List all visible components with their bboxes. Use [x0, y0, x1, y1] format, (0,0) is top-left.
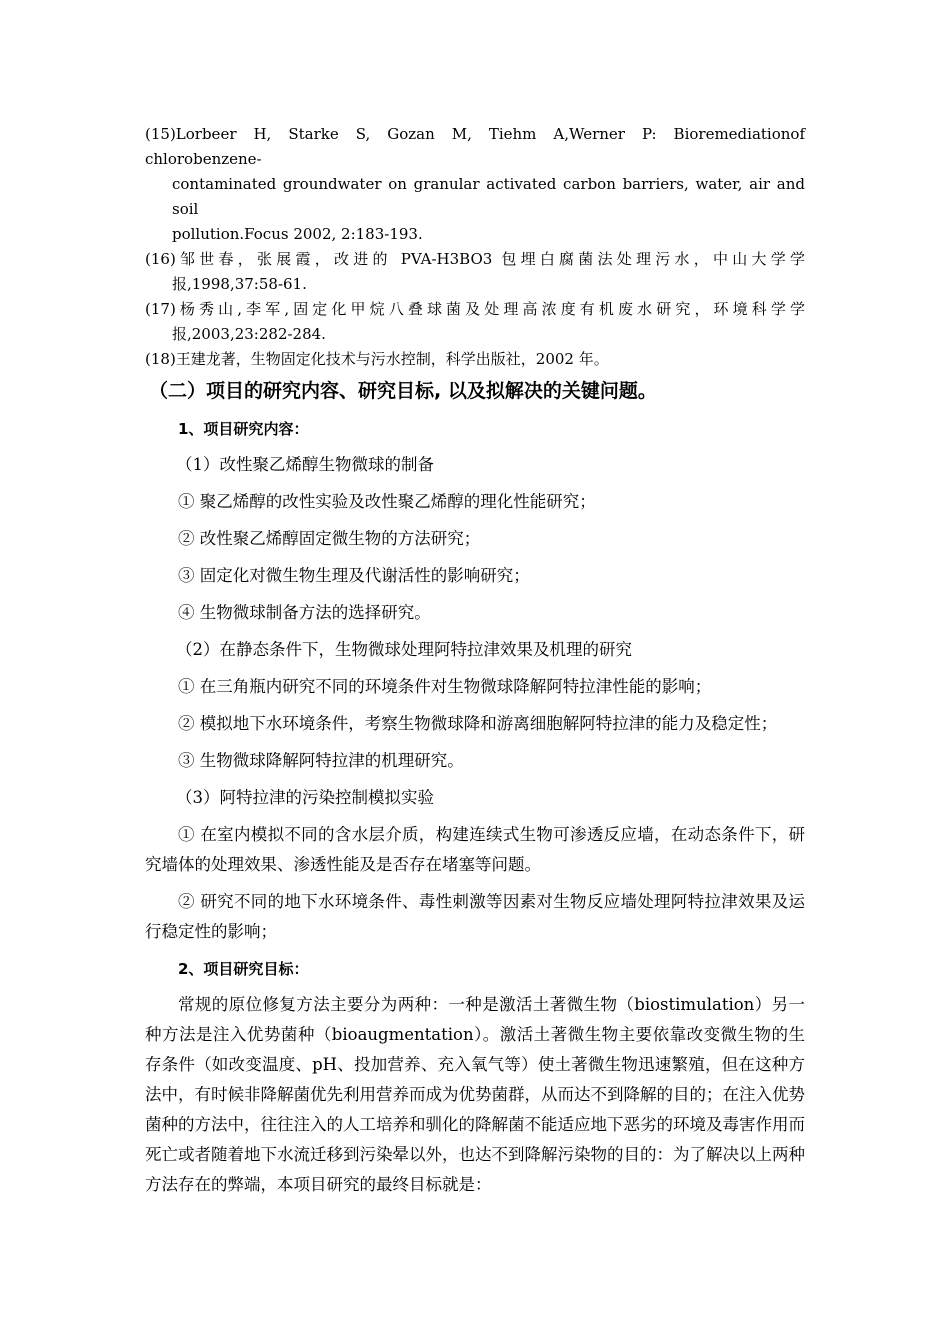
list-item: ③ 固定化对微生物生理及代谢活性的影响研究； — [178, 566, 530, 585]
section-title: （二）项目的研究内容、研究目标, 以及拟解决的关键问题。 — [149, 380, 657, 402]
reference-text: 邹世春，张展霞，改进的 PVA-H3BO3 包埋白腐菌法处理污水，中山大学学 — [175, 250, 805, 268]
reference-list — [145, 122, 805, 372]
document-page — [145, 122, 805, 1207]
subsection-title-3: （3）阿特拉津的污染控制模拟实验 — [176, 788, 434, 807]
list-item: ① 在三角瓶内研究不同的环境条件对生物微球降解阿特拉津性能的影响； — [178, 677, 712, 696]
reference-text: pollution.Focus 2002, 2:183-193. — [172, 225, 423, 243]
goal-paragraph: 常规的原位修复方法主要分为两种：一种是激活土著微生物（biostimulation）另一种方法是注入优势菌种（bioaugmentation）。激活土著微生物主要依靠改变微生物的生存条件（如改变温度、pH、投加营养、充入氧气等）使土著微生物迅速繁殖，但在这种方法中，有时候非降解菌优先利用营养而成为优势菌群，从而达不到降解的目的；在注入优势菌种的方法中，往往注入的人工培养和驯化的降解菌不能适应地下恶劣的环境及毒害作用而死亡或者随着地下水流迁移到污染晕以外，也达不到降解污染物的目的：为了解决以上两种方法存在的弊端，本项目研究的最终目标就是： — [145, 995, 805, 1194]
list-item: ② 改性聚乙烯醇固定微生物的方法研究； — [178, 529, 481, 548]
reference-number: (16) — [145, 250, 176, 268]
reference-number: (17) — [145, 300, 176, 318]
reference-number: (15) — [145, 125, 176, 143]
list-item: ② 研究不同的地下水环境条件、毒性刺激等因素对生物反应墙处理阿特拉津效果及运行稳定性的影响； — [145, 892, 805, 941]
goal-heading: 2、项目研究目标： — [178, 960, 309, 978]
list-item: ④ 生物微球制备方法的选择研究。 — [178, 603, 431, 622]
list-item: ② 模拟地下水环境条件，考察生物微球降和游离细胞解阿特拉津的能力及稳定性； — [178, 714, 778, 733]
list-item: ③ 生物微球降解阿特拉津的机理研究。 — [178, 751, 464, 770]
reference-item-18 — [145, 347, 805, 372]
reference-text: 报,2003,23:282-284. — [172, 325, 326, 343]
reference-text: 杨秀山,李军,固定化甲烷八叠球菌及处理高浓度有机废水研究，环境科学学 — [175, 300, 805, 318]
list-item: ① 在室内模拟不同的含水层介质，构建连续式生物可渗透反应墙，在动态条件下，研究墙体的处理效果、渗透性能及是否存在堵塞等问题。 — [145, 825, 805, 874]
reference-item-16 — [145, 247, 805, 297]
reference-text: 报,1998,37:58-61. — [172, 275, 307, 293]
list-item: ① 聚乙烯醇的改性实验及改性聚乙烯醇的理化性能研究； — [178, 492, 596, 511]
reference-number: (18) — [145, 350, 176, 368]
reference-text: 王建龙著，生物固定化技术与污水控制，科学出版社，2002 年。 — [175, 350, 609, 368]
subsection-title-2: （2）在静态条件下，生物微球处理阿特拉津效果及机理的研究 — [176, 640, 632, 659]
reference-item-15 — [145, 122, 805, 247]
content-heading: 1、项目研究内容： — [178, 420, 309, 438]
subsection-title-1: （1）改性聚乙烯醇生物微球的制备 — [176, 455, 434, 474]
reference-text: contaminated groundwater on granular activated carbon barriers, water, air and soil — [172, 175, 805, 218]
reference-item-17 — [145, 297, 805, 347]
reference-text: Lorbeer H, Starke S, Gozan M, Tiehm A,Werner P: Bioremediationof chlorobenzene- — [145, 125, 805, 168]
